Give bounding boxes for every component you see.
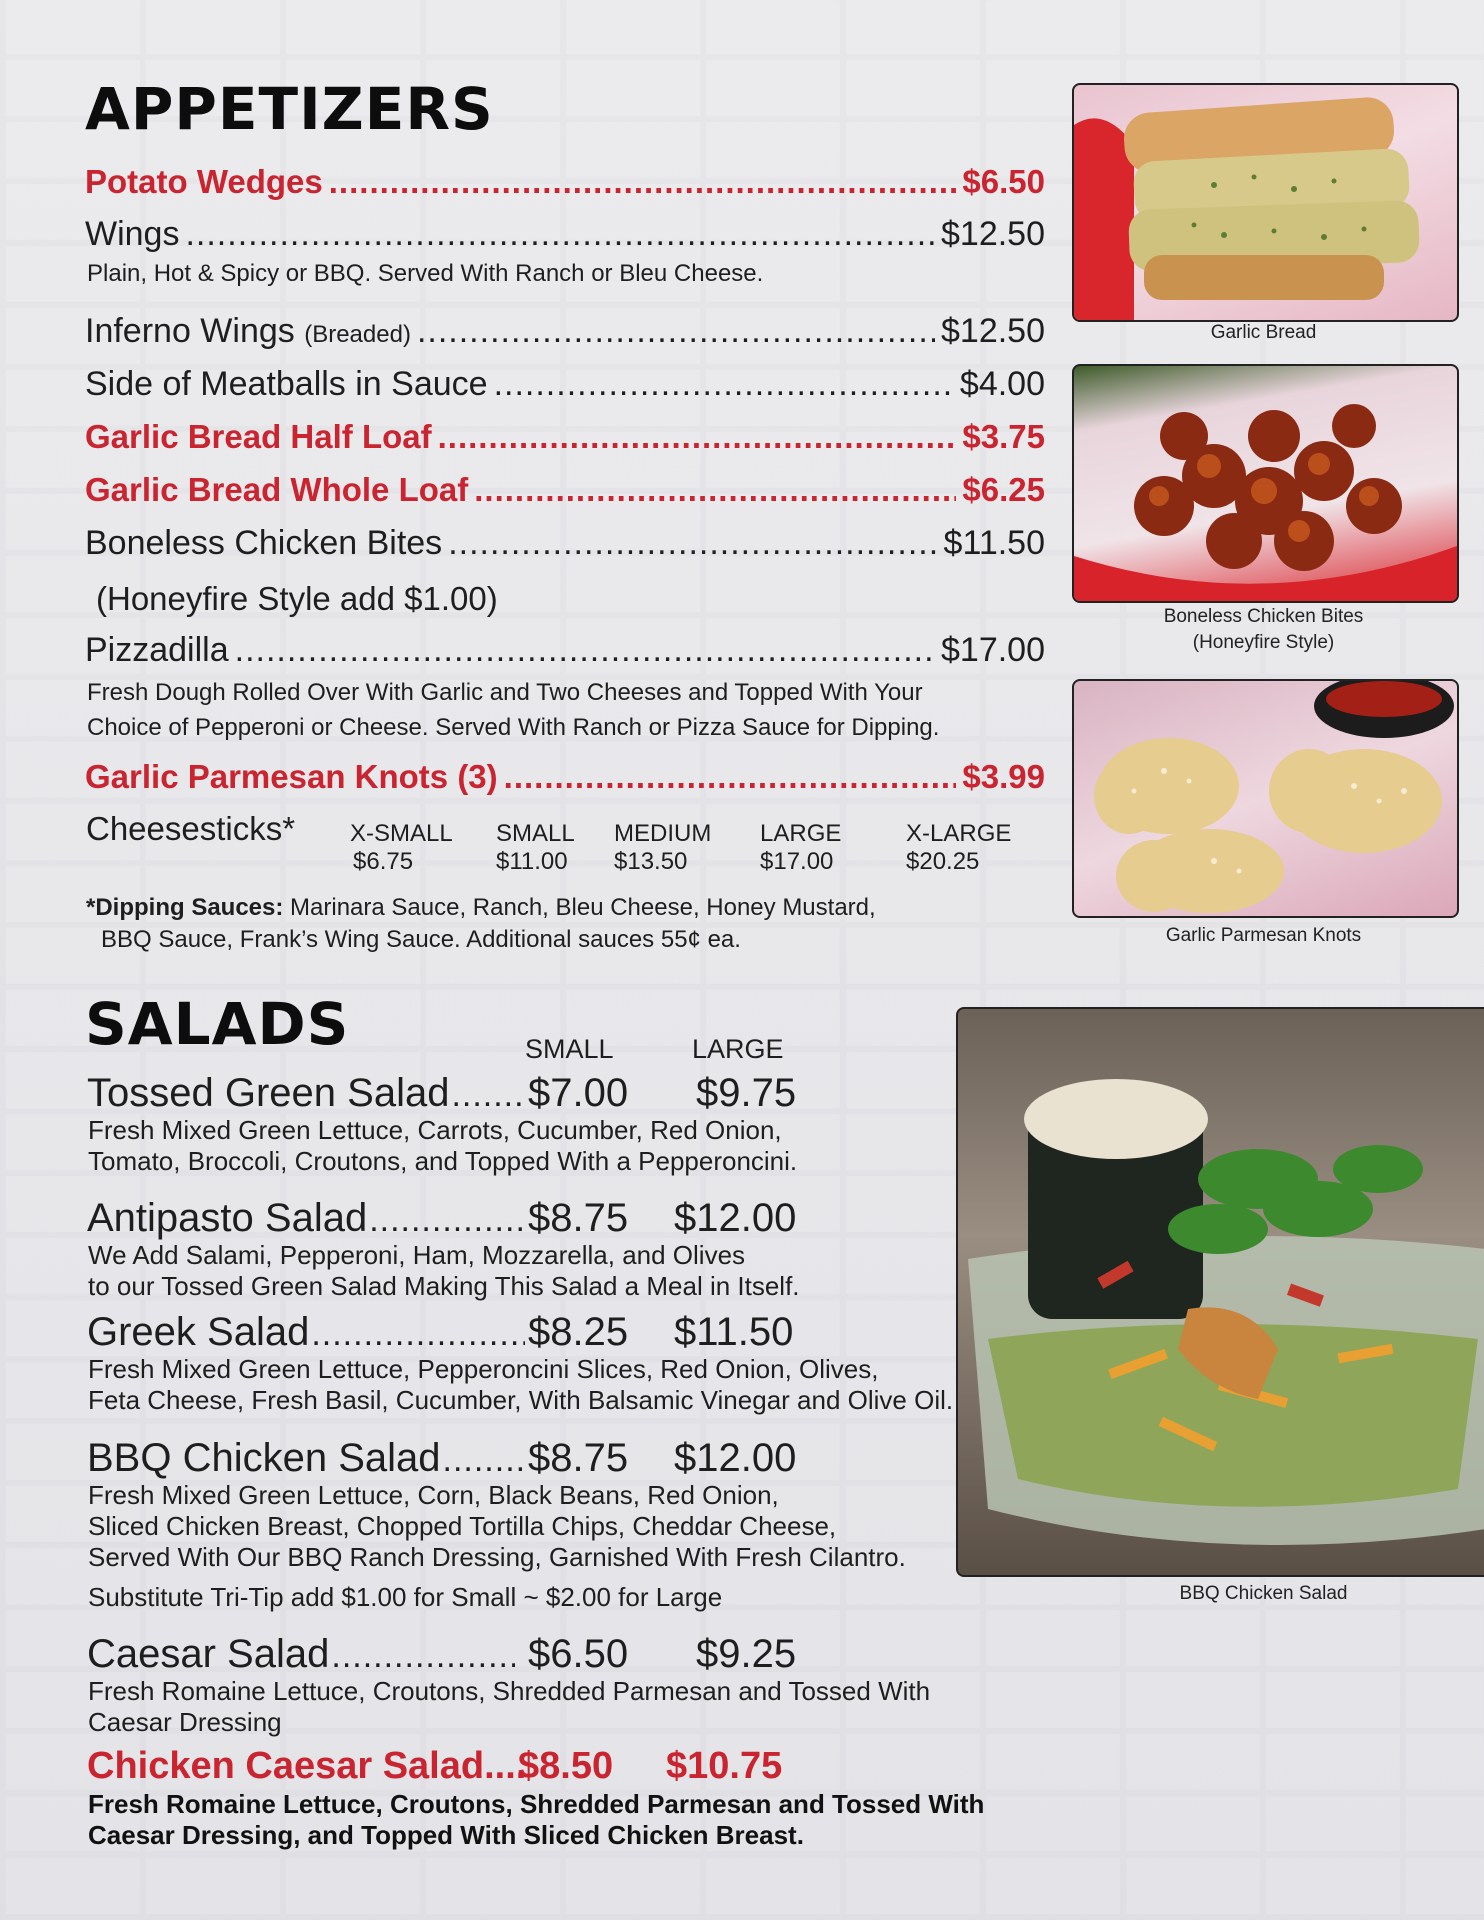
item-name: Antipasto Salad xyxy=(87,1196,368,1240)
price-small: $7.00 xyxy=(528,1071,629,1115)
price-small: $8.25 xyxy=(528,1310,629,1354)
bbq-salad-caption: BBQ Chicken Salad xyxy=(1179,1583,1348,1604)
garlic-bread-image xyxy=(1074,85,1457,320)
leader-dots xyxy=(417,312,935,351)
menu-item-inferno-wings xyxy=(85,312,1045,351)
item-description: Fresh Mixed Green Lettuce, Carrots, Cucumber, Red Onion, Tomato, Broccoli, Croutons, and Topped With a Pepperoncini. xyxy=(88,1115,798,1176)
price-large: $12.00 xyxy=(674,1436,797,1480)
item-price: $11.50 xyxy=(943,524,1045,562)
leader-dots xyxy=(443,1441,525,1480)
item-price: $12.50 xyxy=(941,312,1045,350)
menu-item-garlic-bread-half xyxy=(85,418,1045,456)
price-small: $6.50 xyxy=(528,1632,629,1676)
item-price: $3.99 xyxy=(962,758,1045,795)
item-name: Greek Salad xyxy=(87,1310,310,1354)
salads-heading: SALADS xyxy=(85,990,350,1058)
item-name: Pizzadilla xyxy=(85,631,229,669)
garlic-knots-caption: Garlic Parmesan Knots xyxy=(1165,925,1362,946)
item-description: Plain, Hot & Spicy or BBQ. Served With Ranch or Bleu Cheese. xyxy=(87,260,764,287)
leader-dots xyxy=(369,1201,525,1240)
price-small: $8.50 xyxy=(518,1745,614,1787)
leader-dots xyxy=(329,163,957,201)
price-large: $9.75 xyxy=(696,1071,797,1115)
garlic-knots-photo xyxy=(1072,679,1459,918)
size-option-medium: MEDIUM $13.50 xyxy=(614,820,712,875)
bbq-salad-photo xyxy=(956,1007,1484,1577)
appetizers-heading: APPETIZERS xyxy=(85,75,494,143)
bbq-salad-image xyxy=(958,1009,1484,1575)
size-option-x-large: X-LARGE $20.25 xyxy=(906,820,1012,875)
menu-item-pizzadilla xyxy=(85,631,1045,670)
item-addon: (Honeyfire Style add $1.00) xyxy=(96,580,498,617)
item-price: $3.75 xyxy=(962,418,1045,455)
menu-item-meatballs xyxy=(85,365,1045,404)
dipping-sauces-note: *Dipping Sauces: Marinara Sauce, Ranch, Bleu Cheese, Honey Mustard, BBQ Sauce, Frank’s Wing Sauce. Additional sauces 55¢ ea. xyxy=(86,894,876,953)
leader-dots xyxy=(235,631,935,670)
item-description: Fresh Romaine Lettuce, Croutons, Shredded Parmesan and Tossed With Caesar Dressing, and Topped With Sliced Chicken Breast. xyxy=(88,1789,985,1850)
leader-dots xyxy=(448,524,937,563)
price-large: $10.75 xyxy=(666,1745,783,1787)
price-large: $12.00 xyxy=(674,1196,797,1240)
chicken-bites-caption: Boneless Chicken Bites (Honeyfire Style) xyxy=(1163,606,1364,653)
chicken-bites-image xyxy=(1074,366,1457,601)
item-name: Garlic Bread Half Loaf xyxy=(85,418,432,455)
item-note: (Breaded) xyxy=(304,321,411,348)
item-name: Tossed Green Salad xyxy=(87,1071,450,1115)
dipping-sauces-label: *Dipping Sauces: xyxy=(86,894,284,921)
price-large: $9.25 xyxy=(696,1632,797,1676)
item-name: Caesar Salad xyxy=(87,1632,330,1676)
size-option-large: LARGE $17.00 xyxy=(760,820,842,875)
leader-dots xyxy=(474,471,956,509)
item-description: Fresh Romaine Lettuce, Croutons, Shredded Parmesan and Tossed With Caesar Dressing xyxy=(88,1676,931,1737)
salad-caesar xyxy=(87,1632,517,1677)
salad-antipasto xyxy=(87,1196,527,1241)
item-name: Inferno Wings (Breaded) xyxy=(85,312,411,350)
item-name: Side of Meatballs in Sauce xyxy=(85,365,488,403)
price-small: $8.75 xyxy=(528,1196,629,1240)
garlic-bread-caption: Garlic Bread xyxy=(1210,322,1317,343)
item-price: $17.00 xyxy=(941,631,1045,669)
item-price: $12.50 xyxy=(941,215,1045,253)
item-name: Potato Wedges xyxy=(85,163,323,200)
menu-item-boneless-bites xyxy=(85,524,1045,563)
chicken-bites-photo xyxy=(1072,364,1459,603)
menu-item-garlic-bread-whole xyxy=(85,471,1045,509)
menu-item-wings xyxy=(85,215,1045,254)
leader-dots xyxy=(185,215,935,254)
leader-dots xyxy=(438,418,957,456)
column-header-small: SMALL xyxy=(525,1034,614,1064)
leader-dots xyxy=(504,758,957,796)
leader-dots xyxy=(311,1315,525,1354)
item-addon: Substitute Tri-Tip add $1.00 for Small ~ $2.00 for Large xyxy=(88,1582,723,1612)
item-name: Wings xyxy=(85,215,180,253)
salad-chicken-caesar: Chicken Caesar Salad.... xyxy=(87,1745,527,1787)
menu-item-potato-wedges xyxy=(85,163,1045,201)
price-small: $8.75 xyxy=(528,1436,629,1480)
price-large: $11.50 xyxy=(674,1310,794,1354)
item-price: $6.25 xyxy=(962,471,1045,508)
size-option-x-small: X-SMALL $6.75 xyxy=(350,820,453,875)
item-name: BBQ Chicken Salad xyxy=(87,1436,441,1480)
garlic-bread-photo xyxy=(1072,83,1459,322)
item-name: Garlic Parmesan Knots (3) xyxy=(85,758,498,795)
salad-bbq-chicken xyxy=(87,1436,527,1481)
size-option-small: SMALL $11.00 xyxy=(496,820,575,875)
menu-item-cheesesticks: Cheesesticks* xyxy=(86,810,296,847)
salad-tossed-green xyxy=(87,1071,527,1116)
item-description: Fresh Mixed Green Lettuce, Pepperoncini Slices, Red Onion, Olives, Feta Cheese, Fresh Basil, Cucumber, With Balsamic Vinegar and Olive Oil. xyxy=(88,1354,954,1415)
leader-dots xyxy=(331,1637,515,1676)
salad-greek xyxy=(87,1310,527,1355)
leader-dots xyxy=(494,365,954,404)
item-price: $6.50 xyxy=(962,163,1045,200)
item-name: Garlic Bread Whole Loaf xyxy=(85,471,469,508)
item-description: Fresh Mixed Green Lettuce, Corn, Black Beans, Red Onion, Sliced Chicken Breast, Chopped Tortilla Chips, Cheddar Cheese, Served With Our BBQ Ranch Dressing, Garnished With Fresh Cilantro. xyxy=(88,1480,906,1572)
leader-dots xyxy=(451,1076,525,1115)
item-name: Boneless Chicken Bites xyxy=(85,524,443,562)
item-description: Fresh Dough Rolled Over With Garlic and Two Cheeses and Topped With Your Choice of Pepperoni or Cheese. Served With Ranch or Pizza Sauce for Dipping. xyxy=(87,679,940,741)
garlic-knots-image xyxy=(1074,681,1457,916)
item-description: We Add Salami, Pepperoni, Ham, Mozzarella, and Olives to our Tossed Green Salad Making This Salad a Meal in Itself. xyxy=(88,1240,800,1301)
column-header-large: LARGE xyxy=(692,1034,784,1064)
item-price: $4.00 xyxy=(959,365,1045,403)
menu-item-knots xyxy=(85,758,1045,796)
